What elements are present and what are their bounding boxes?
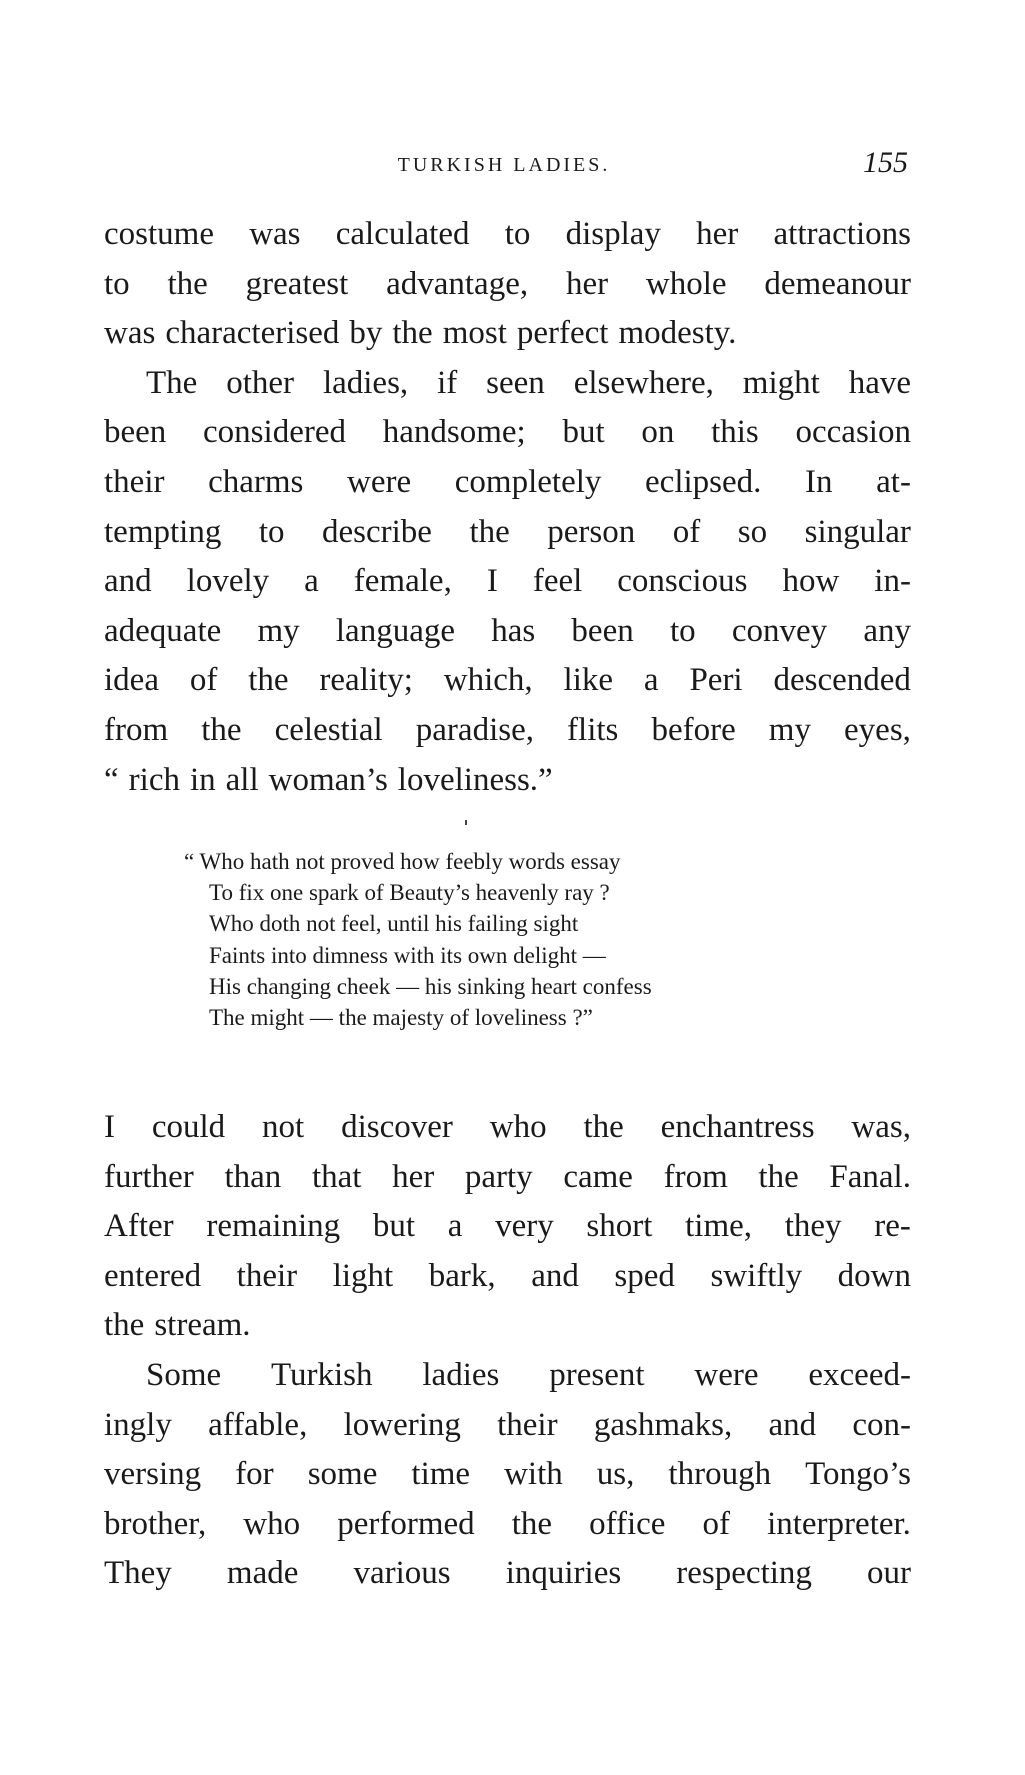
text-line [104,1500,911,1550]
text-line [104,1202,911,1252]
word: like [563,662,614,699]
word: to [504,216,531,252]
word: Peri [689,662,743,699]
word: After [104,1208,174,1245]
word: swiftly [710,1257,803,1294]
word: that [311,1158,362,1195]
word: the [201,711,242,748]
word: present [549,1356,645,1393]
word: the [583,1109,624,1145]
word: attractions [773,216,911,252]
word: of [702,1505,731,1542]
word: our [867,1555,911,1592]
word: flits [567,711,619,748]
text-line [104,309,911,359]
word: enchantress [660,1109,815,1145]
word: to [669,612,696,649]
word: versing [104,1456,202,1493]
word: con- [852,1406,911,1443]
text-line [104,656,911,706]
text-line [104,706,911,756]
verse-line: Faints into dimness with its own delight — [209,942,606,968]
word: their [497,1406,558,1443]
text-line [104,458,911,508]
word: the [104,1307,145,1344]
word: her [392,1158,435,1195]
word: affable, [208,1406,308,1443]
word: Some [146,1356,222,1393]
word: eyes, [844,711,911,748]
word: eclipsed. [645,463,762,500]
word: my [768,711,811,748]
word: the [469,513,510,550]
word: discover [341,1109,453,1145]
word: were [694,1356,759,1393]
text-line [104,210,911,260]
word: how [782,563,840,600]
word: costume [104,216,214,252]
word: exceed- [808,1356,911,1393]
word: loveliness.” [397,761,553,798]
word: whole [645,265,727,302]
word: performed [337,1505,475,1542]
word: the [392,315,433,352]
word: sped [614,1257,675,1294]
page-number: 155 [863,146,908,179]
text-line [104,359,911,409]
word: completely [454,463,602,500]
word: language [335,612,455,649]
word: “ [104,761,119,798]
word: the [248,662,289,699]
word: charms [208,463,304,500]
verse-line: His changing cheek — his sinking heart confess [209,973,652,999]
word: modesty. [618,315,737,352]
word: of [672,513,701,550]
word: advantage, [386,265,529,302]
word: than [224,1158,282,1195]
word: characterised [165,315,340,352]
word: but [372,1208,416,1245]
word: Turkish [271,1356,373,1393]
text-line [104,260,911,310]
word: of [189,662,218,699]
word: I [486,563,498,600]
word: at- [876,463,911,500]
word: lowering [343,1406,461,1443]
word: made [226,1555,299,1592]
word: I [104,1109,115,1145]
word: to [258,513,285,550]
word: brother, [104,1505,207,1542]
word: adequate [104,612,222,649]
text-line [104,1252,911,1302]
word: on [641,414,675,451]
word: to [104,265,130,302]
word: any [863,612,911,649]
word: lovely [186,563,270,600]
word: their [104,463,165,500]
word: singular [804,513,911,550]
word: us, [596,1456,635,1493]
word: respecting [676,1555,812,1592]
word: the [511,1505,553,1542]
word: been [104,414,167,451]
word: female, [353,563,452,600]
text-line [104,1401,911,1451]
word: ladies, [322,364,409,401]
word: was, [851,1109,911,1145]
word: have [848,364,911,401]
verse-line: “ Who hath not proved how feebly words essay [184,849,621,874]
word: Tongo’s [805,1456,911,1493]
text-line [104,756,911,806]
word: could [151,1109,226,1145]
word: came [563,1158,633,1195]
text-line [104,408,911,458]
word: tempting [104,513,222,550]
word: this [711,414,759,451]
word: interpreter. [767,1505,911,1542]
word: further [104,1158,194,1195]
word: a [447,1208,463,1245]
running-title: TURKISH LADIES. [397,154,611,176]
word: been [571,612,634,649]
word: re- [874,1208,911,1245]
word: has [491,612,536,649]
text-line [104,1301,911,1351]
word: all [225,761,259,798]
word: party [464,1158,533,1195]
word: were [347,463,412,500]
word: In [805,463,833,500]
word: with [504,1456,563,1493]
word: stream. [154,1307,251,1344]
word: from [104,711,169,748]
word: time [411,1456,471,1493]
word: calculated [335,216,470,252]
word: ingly [104,1406,172,1443]
word: might [742,364,820,401]
word: idea [104,662,159,699]
word: handsome; [382,414,526,451]
word: for [235,1456,274,1493]
stray-ink-mark [465,820,467,825]
word: occasion [795,414,911,451]
word: conscious [617,563,748,600]
word: office [589,1505,666,1542]
word: person [547,513,636,550]
word: was [104,315,156,352]
text-line [104,1153,911,1203]
word: in- [874,563,911,600]
word: short [586,1208,653,1245]
text-line [104,1549,911,1599]
body-text-bottom [104,1103,911,1599]
text-line [104,1450,911,1500]
word: most [442,315,507,352]
text-line [104,1103,911,1153]
word: her [565,265,609,302]
word: down [837,1257,911,1294]
word: celestial [274,711,383,748]
word: so [737,513,768,550]
text-line [104,557,911,607]
word: the [758,1158,799,1195]
word: by [349,315,383,352]
verse-line: Who doth not feel, until his failing sight [209,911,579,937]
word: gashmaks, [593,1406,733,1443]
word: some [307,1456,378,1493]
word: bark, [428,1257,496,1294]
word: rich [128,761,180,798]
word: time, [685,1208,753,1245]
word: elsewhere, [573,364,714,401]
word: greatest [245,265,349,302]
word: very [495,1208,554,1245]
word: and [104,563,152,600]
word: in [189,761,216,798]
word: if [437,364,458,401]
verse-line: The might — the majesty of loveliness ?” [209,1004,593,1030]
word: display [565,216,661,252]
word: other [226,364,295,401]
word: a [643,662,659,699]
word: their [236,1257,298,1294]
word: my [257,612,300,649]
word: The [146,364,198,401]
word: remaining [206,1208,341,1245]
word: inquiries [505,1555,622,1592]
word: not [262,1109,305,1145]
word: the [167,265,208,302]
word: Fanal. [829,1158,911,1195]
word: seen [486,364,545,401]
word: various [353,1555,451,1592]
word: they [784,1208,842,1245]
word: demeanour [764,265,911,302]
word: and [531,1257,579,1294]
word: who [489,1109,547,1145]
word: entered [104,1257,202,1294]
word: considered [203,414,346,451]
text-line [104,508,911,558]
body-text-top [104,210,911,805]
verse-line: To fix one spark of Beauty’s heavenly ray ? [209,880,610,906]
word: descended [773,662,911,699]
word: feel [532,563,583,600]
word: from [663,1158,728,1195]
word: but [562,414,605,451]
running-head [100,146,908,186]
word: a [304,563,319,600]
word: through [668,1456,772,1493]
word: was [249,216,301,252]
verse-quotation [184,846,834,1033]
word: convey [731,612,828,649]
word: paradise, [415,711,534,748]
word: who [243,1505,301,1542]
word: describe [322,513,432,550]
word: perfect [516,315,609,352]
word: woman’s [268,761,388,798]
word: which, [443,662,533,699]
text-line [104,607,911,657]
text-line [104,1351,911,1401]
word: They [104,1555,172,1592]
word: before [651,711,736,748]
word: light [332,1257,394,1294]
word: ladies [422,1356,500,1393]
word: reality; [319,662,413,699]
word: her [696,216,739,252]
word: and [768,1406,817,1443]
